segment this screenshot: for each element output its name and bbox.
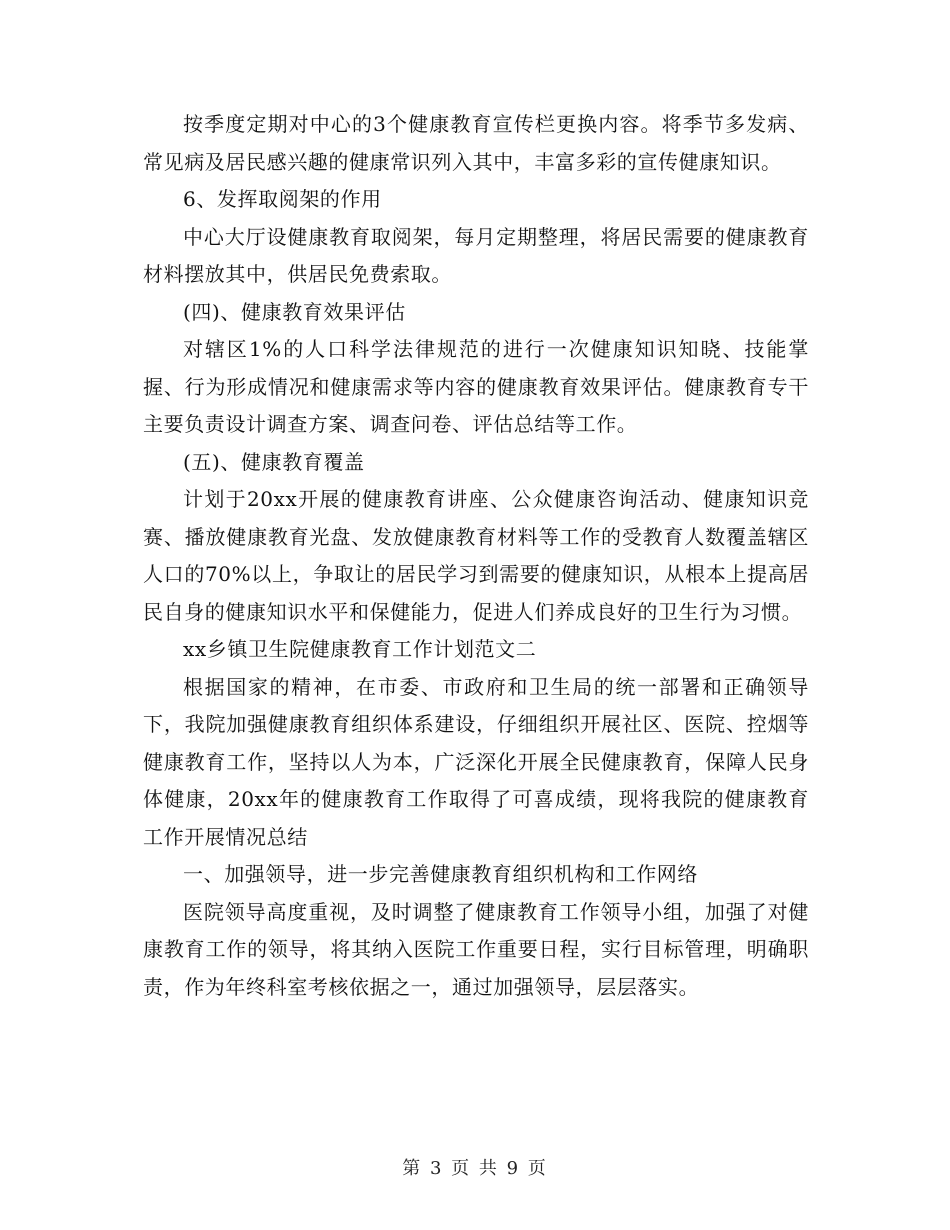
paragraph-effect-evaluation: 对辖区1%的人口科学法律规范的进行一次健康知识知晓、技能掌握、行为形成情况和健康需求等内容的健康教育效果评估。健康教育专干主要负责设计调查方案、调查问卷、评估总结等工作。: [143, 337, 809, 436]
heading-effect-evaluation: (四)、健康教育效果评估: [183, 299, 406, 324]
heading-reading-rack: 6、发挥取阅架的作用: [183, 187, 382, 211]
heading-coverage: (五)、健康教育覆盖: [183, 449, 365, 474]
paragraph-leadership: 医院领导高度重视，及时调整了健康教育工作领导小组，加强了对健康教育工作的领导，将其纳入医院工作重要日程，实行目标管理，明确职责，作为年终科室考核依据之一，通过加强领导，层层落实。: [143, 899, 809, 999]
paragraph-bulletin-board: 按季度定期对中心的3个健康教育宣传栏更换内容。将季节多发病、常见病及居民感兴趣的健康常识列入其中，丰富多彩的宣传健康知识。: [143, 112, 809, 174]
heading-leadership: 一、加强领导，进一步完善健康教育组织机构和工作网络: [183, 862, 698, 886]
document-body: [143, 106, 809, 1006]
page-number-footer: 第 3 页 共 9 页: [402, 1158, 548, 1179]
paragraph-coverage: 计划于20xx开展的健康教育讲座、公众健康咨询活动、健康知识竞赛、播放健康教育光盘、发放健康教育材料等工作的受教育人数覆盖辖区人口的70%以上，争取让的居民学习到需要的健康知识，从根本上提高居民自身的健康知识水平和保健能力，促进人们养成良好的卫生行为习惯。: [143, 487, 809, 624]
heading-sample-two: xx乡镇卫生院健康教育工作计划范文二: [183, 637, 537, 661]
paragraph-reading-rack: 中心大厅设健康教育取阅架，每月定期整理，将居民需要的健康教育材料摆放其中，供居民免费索取。: [143, 224, 809, 286]
paragraph-summary-intro: 根据国家的精神，在市委、市政府和卫生局的统一部署和正确领导下，我院加强健康教育组织体系建设，仔细组织开展社区、医院、控烟等健康教育工作，坚持以人为本，广泛深化开展全民健康教育，保障人民身体健康，20xx年的健康教育工作取得了可喜成绩，现将我院的健康教育工作开展情况总结: [143, 674, 809, 849]
